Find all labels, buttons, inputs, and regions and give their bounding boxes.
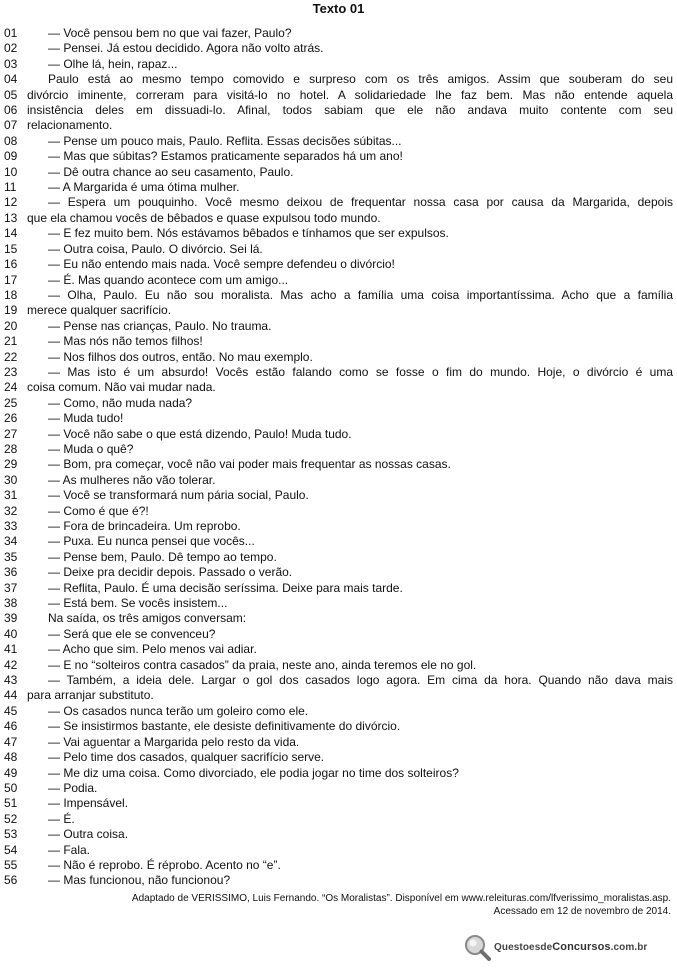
line-number: 18 (4, 287, 18, 302)
line-text: — Mas nós não temos filhos! (48, 334, 203, 349)
brand-prefix: Questoesde (494, 942, 553, 953)
line-text: — As mulheres não vão tolerar. (48, 472, 216, 487)
line-number: 47 (4, 734, 18, 749)
brand-watermark (462, 930, 672, 964)
text-line (0, 781, 677, 796)
text-line (0, 319, 677, 334)
text-line (0, 134, 677, 149)
source-reference: Adaptado de VERISSIMO, Luis Fernando. “Os Moralistas”. Disponível em www.releituras.com/lfverissimo_moralistas.asp. (131, 893, 671, 904)
text-line (0, 843, 677, 858)
line-text: — Pense nas crianças, Paulo. No trauma. (48, 318, 272, 333)
line-text: — Nos filhos dos outros, então. No mau exemplo. (48, 349, 313, 364)
line-text: — Como é que é?! (48, 503, 149, 518)
line-text: — Você não sabe o que está dizendo, Paulo! Muda tudo. (48, 426, 352, 441)
line-text: — E fez muito bem. Nós estávamos bêbados e tínhamos que ser expulsos. (48, 226, 449, 241)
line-number: 53 (4, 827, 18, 842)
text-line (0, 812, 677, 827)
line-text: — É. (48, 811, 75, 826)
text-line (0, 442, 677, 457)
line-text: — Outra coisa. (48, 827, 129, 842)
line-text: — Como, não muda nada? (48, 395, 193, 410)
line-number: 41 (4, 642, 18, 657)
line-number: 23 (4, 364, 18, 379)
line-text: relacionamento. (27, 118, 113, 133)
access-date: Acessado em 12 de novembro de 2014. (493, 906, 671, 917)
text-line (0, 350, 677, 365)
line-number: 08 (4, 133, 18, 148)
line-text: divórcio iminente, correram para visitá-lo no hotel. A solidariedade lhe faz bem. Mas não entende aquela (27, 87, 673, 102)
magnifier-logo-icon (462, 932, 492, 962)
text-line (0, 149, 677, 164)
line-number: 16 (4, 257, 18, 272)
line-text: Paulo está ao mesmo tempo comovido e surpreso com os três amigos. Assim que souberam do seu (48, 72, 673, 87)
text-line (0, 766, 677, 781)
line-number: 04 (4, 72, 18, 87)
line-text: — Bom, pra começar, você não vai poder mais frequentar as nossas casas. (48, 457, 451, 472)
text-line (0, 473, 677, 488)
text-line (0, 380, 677, 395)
line-number: 30 (4, 472, 18, 487)
line-number: 36 (4, 565, 18, 580)
line-text: — Pensei. Já estou decidido. Agora não volto atrás. (48, 41, 324, 56)
line-text: para arranjar substituto. (27, 688, 154, 703)
text-line (0, 627, 677, 642)
line-number: 14 (4, 226, 18, 241)
line-number: 26 (4, 411, 18, 426)
text-line (0, 165, 677, 180)
line-number: 19 (4, 303, 18, 318)
brand-suffix: .com.br (610, 942, 648, 953)
line-number: 46 (4, 719, 18, 734)
line-number: 02 (4, 41, 18, 56)
line-number: 56 (4, 873, 18, 888)
text-line (0, 858, 677, 873)
line-text: — Puxa. Eu nunca pensei que vocês... (48, 534, 255, 549)
line-text: — Os casados nunca terão um goleiro como ele. (48, 703, 309, 718)
line-text: — Dê outra chance ao seu casamento, Paulo. (48, 164, 294, 179)
text-line (0, 673, 677, 688)
line-text: — Acho que sim. Pelo menos vai adiar. (48, 642, 257, 657)
line-number: 12 (4, 195, 18, 210)
line-text: — Será que ele se convenceu? (48, 626, 216, 641)
text-line (0, 288, 677, 303)
line-text: — Espera um pouquinho. Você mesmo deixou de frequentar nossa casa por causa da Margarida, depois (48, 195, 673, 210)
line-number: 42 (4, 657, 18, 672)
text-line (0, 242, 677, 257)
line-text: que ela chamou vocês de bêbados e quase expulsou todo mundo. (27, 210, 381, 225)
line-number: 38 (4, 596, 18, 611)
text-line (0, 611, 677, 626)
text-line (0, 72, 677, 87)
line-text: — Outra coisa, Paulo. O divórcio. Sei lá. (48, 241, 263, 256)
line-number: 33 (4, 519, 18, 533)
line-number: 01 (4, 26, 18, 40)
line-text: — A Margarida é uma ótima mulher. (48, 180, 240, 195)
line-text: — Podia. (48, 780, 98, 795)
line-text: — Olha, Paulo. Eu não sou moralista. Mas acho a família uma coisa importantíssima. Acho que a família (48, 287, 673, 302)
line-number: 48 (4, 750, 18, 765)
text-line (0, 303, 677, 318)
line-text: — Pense bem, Paulo. Dê tempo ao tempo. (48, 549, 277, 564)
line-number: 34 (4, 534, 18, 549)
text-line (0, 534, 677, 549)
line-number: 21 (4, 334, 18, 349)
page-title: Texto 01 (312, 1, 365, 16)
line-text: — Pelo time dos casados, qualquer sacrifício serve. (48, 750, 325, 765)
text-line (0, 273, 677, 288)
line-number: 06 (4, 103, 18, 118)
text-line (0, 735, 677, 750)
text-line (0, 565, 677, 580)
line-text: — Deixe pra decidir depois. Passado o verão. (48, 565, 293, 580)
line-text: — Também, a ideia dele. Largar o gol dos casados logo agora. Em cima da hora. Quando não dava mais (48, 673, 673, 688)
line-number: 32 (4, 503, 18, 518)
line-text: — Vai aguentar a Margarida pelo resto da vida. (48, 734, 300, 749)
line-text: merece qualquer sacrifício. (27, 303, 172, 318)
text-line (0, 365, 677, 380)
text-line (0, 211, 677, 226)
line-text: — Mas funcionou, não funcionou? (48, 873, 231, 888)
text-body (0, 26, 677, 889)
line-text: coisa comum. Não vai mudar nada. (27, 380, 216, 395)
line-text: insistência deles em dissuadi-lo. Afinal, todos sabiam que ele não andava muito contente com seu (27, 103, 673, 118)
text-line (0, 827, 677, 842)
text-line (0, 719, 677, 734)
line-number: 28 (4, 441, 18, 456)
line-number: 13 (4, 210, 18, 225)
line-number: 44 (4, 688, 18, 703)
text-line (0, 704, 677, 719)
line-text: — Está bem. Se vocês insistem... (48, 596, 228, 611)
line-number: 51 (4, 796, 18, 811)
text-line (0, 550, 677, 565)
line-number: 43 (4, 673, 18, 688)
line-text: — Fora de brincadeira. Um reprobo. (48, 519, 241, 533)
line-number: 52 (4, 811, 18, 826)
text-line (0, 118, 677, 133)
line-text: — Olhe lá, hein, rapaz... (48, 56, 178, 71)
line-text: — Muda o quê? (48, 441, 134, 456)
line-text: — E no “solteiros contra casados” da praia, neste ano, ainda teremos ele no gol. (48, 657, 477, 672)
line-number: 55 (4, 857, 18, 872)
text-line (0, 195, 677, 210)
text-line (0, 57, 677, 72)
text-line (0, 750, 677, 765)
line-number: 05 (4, 87, 18, 102)
text-line (0, 396, 677, 411)
line-number: 31 (4, 488, 18, 503)
text-line (0, 488, 677, 503)
line-text: — Se insistirmos bastante, ele desiste definitivamente do divórcio. (48, 719, 401, 734)
line-text: — Reflita, Paulo. É uma decisão seríssima. Deixe para mais tarde. (48, 580, 403, 595)
line-text: — Você se transformará num pária social, Paulo. (48, 488, 309, 503)
text-line (0, 103, 677, 118)
text-line (0, 411, 677, 426)
line-text: — Não é reprobo. É réprobo. Acento no “e”. (48, 857, 281, 872)
line-number: 40 (4, 626, 18, 641)
text-line (0, 519, 677, 534)
line-number: 37 (4, 580, 18, 595)
line-text: — Eu não entendo mais nada. Você sempre defendeu o divórcio! (48, 257, 395, 272)
line-text: — Fala. (48, 842, 91, 857)
line-number: 22 (4, 349, 18, 364)
line-text: — É. Mas quando acontece com um amigo... (48, 272, 289, 287)
text-line (0, 658, 677, 673)
line-number: 09 (4, 149, 18, 164)
text-line (0, 180, 677, 195)
line-number: 10 (4, 164, 18, 179)
line-number: 15 (4, 241, 18, 256)
text-line (0, 581, 677, 596)
line-number: 50 (4, 780, 18, 795)
line-number: 17 (4, 272, 18, 287)
text-line (0, 457, 677, 472)
text-line (0, 427, 677, 442)
text-line (0, 88, 677, 103)
line-number: 27 (4, 426, 18, 441)
line-number: 39 (4, 611, 18, 626)
text-line (0, 642, 677, 657)
line-text: — Me diz uma coisa. Como divorciado, ele podia jogar no time dos solteiros? (48, 765, 459, 780)
line-number: 49 (4, 765, 18, 780)
text-line (0, 688, 677, 703)
line-text: — Você pensou bem no que vai fazer, Paulo? (48, 26, 292, 40)
text-line (0, 334, 677, 349)
line-number: 07 (4, 118, 18, 133)
text-line (0, 26, 677, 41)
line-number: 54 (4, 842, 18, 857)
line-text: — Mas isto é um absurdo! Vocês estão falando como se fosse o fim do mundo. Hoje, o divórcio é uma (48, 364, 673, 379)
line-number: 29 (4, 457, 18, 472)
line-text: Na saída, os três amigos conversam: (48, 611, 247, 626)
line-number: 35 (4, 549, 18, 564)
text-line (0, 226, 677, 241)
line-number: 45 (4, 703, 18, 718)
text-line (0, 41, 677, 56)
text-line (0, 796, 677, 811)
line-number: 03 (4, 56, 18, 71)
text-line (0, 257, 677, 272)
line-text: — Mas que súbitas? Estamos praticamente separados há um ano! (48, 149, 403, 164)
line-text: — Pense um pouco mais, Paulo. Reflita. Essas decisões súbitas... (48, 133, 402, 148)
line-text: — Muda tudo! (48, 411, 124, 426)
text-line (0, 873, 677, 888)
text-line (0, 504, 677, 519)
line-number: 20 (4, 318, 18, 333)
brand-main: Concursos (552, 941, 611, 953)
brand-name (494, 941, 647, 953)
text-line (0, 596, 677, 611)
line-number: 24 (4, 380, 18, 395)
line-text: — Impensável. (48, 796, 129, 811)
line-number: 11 (4, 180, 17, 195)
line-number: 25 (4, 395, 18, 410)
